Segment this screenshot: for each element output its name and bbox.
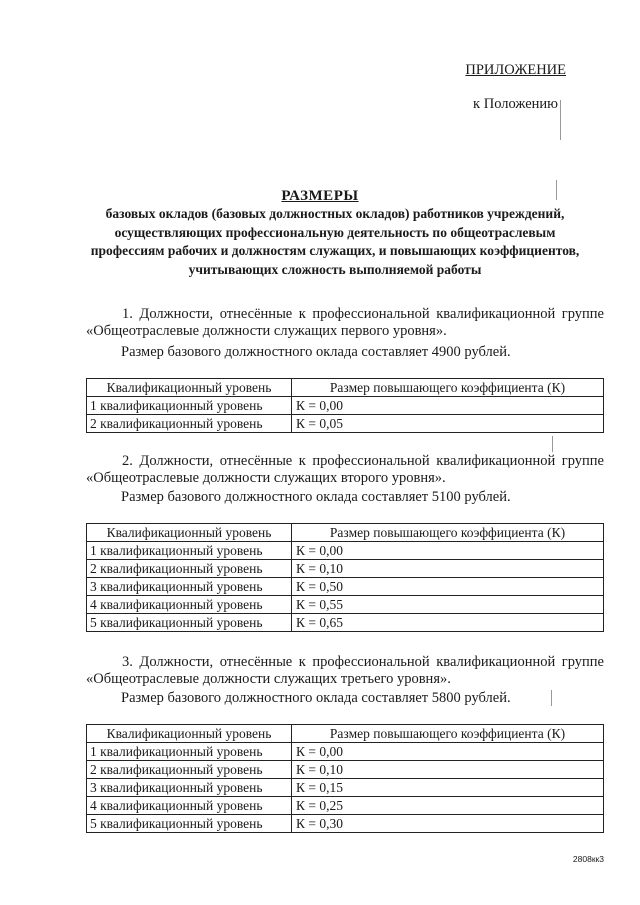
table-row	[87, 596, 604, 614]
section-2-salary: Размер базового должностного оклада составляет 5100 рублей.	[121, 489, 511, 505]
coefficient-cell: К = 0,00	[292, 397, 604, 415]
coefficient-cell: К = 0,10	[292, 761, 604, 779]
section-1-table	[86, 378, 604, 433]
level-cell: 1 квалификационный уровень	[87, 743, 292, 761]
coefficient-cell: К = 0,15	[292, 779, 604, 797]
section-3-paragraph	[86, 654, 604, 688]
coefficient-cell: К = 0,30	[292, 815, 604, 833]
table-row	[87, 761, 604, 779]
coefficient-cell: К = 0,10	[292, 560, 604, 578]
document-subtitle: базовых окладов (базовых должностных окладов) работников учреждений, осуществляющих профессиональную деятельность по общеотраслевым профессиям рабочих и должностям служащих, и повышающих коэффициентов, учитывающих сложность выполняемой работы	[90, 206, 580, 277]
document-title: РАЗМЕРЫ	[281, 188, 359, 204]
column-header-level: Квалификационный уровень	[87, 524, 292, 542]
table-row	[87, 397, 604, 415]
level-cell: 5 квалификационный уровень	[87, 815, 292, 833]
section-3-salary: Размер базового должностного оклада составляет 5800 рублей.	[121, 690, 511, 706]
table-row	[87, 743, 604, 761]
table-row	[87, 614, 604, 632]
column-header-level: Квалификационный уровень	[87, 379, 292, 397]
appendix-heading: ПРИЛОЖЕНИЕ	[465, 62, 566, 78]
level-cell: 1 квалификационный уровень	[87, 542, 292, 560]
coefficient-cell: К = 0,05	[292, 415, 604, 433]
scan-mark	[556, 180, 557, 200]
regulation-reference: к Положению	[473, 96, 558, 112]
section-3-table	[86, 724, 604, 833]
level-cell: 5 квалификационный уровень	[87, 614, 292, 632]
coefficient-cell: К = 0,25	[292, 797, 604, 815]
coefficient-cell: К = 0,00	[292, 743, 604, 761]
coefficient-cell: К = 0,55	[292, 596, 604, 614]
level-cell: 4 квалификационный уровень	[87, 596, 292, 614]
table-row	[87, 797, 604, 815]
level-cell: 2 квалификационный уровень	[87, 415, 292, 433]
level-cell: 3 квалификационный уровень	[87, 578, 292, 596]
table-header-row	[87, 379, 604, 397]
column-header-coefficient: Размер повышающего коэффициента (К)	[292, 379, 604, 397]
scan-mark	[552, 436, 553, 452]
table-row	[87, 578, 604, 596]
table-row	[87, 542, 604, 560]
level-cell: 2 квалификационный уровень	[87, 761, 292, 779]
section-1-text: 1. Должности, отнесённые к профессиональной квалификационной группе «Общеотраслевые должности служащих первого уровня».	[86, 306, 604, 339]
scan-mark	[560, 100, 561, 140]
section-2-text: 2. Должности, отнесённые к профессиональной квалификационной группе «Общеотраслевые должности служащих второго уровня».	[86, 453, 604, 486]
table-row	[87, 779, 604, 797]
coefficient-cell: К = 0,65	[292, 614, 604, 632]
section-1-paragraph	[86, 306, 604, 340]
footer-code: 2808кк3	[572, 854, 604, 864]
coefficient-cell: К = 0,50	[292, 578, 604, 596]
section-2-table	[86, 523, 604, 632]
table-header-row	[87, 524, 604, 542]
column-header-level: Квалификационный уровень	[87, 725, 292, 743]
section-2-paragraph	[86, 453, 604, 487]
column-header-coefficient: Размер повышающего коэффициента (К)	[292, 725, 604, 743]
coefficient-cell: К = 0,00	[292, 542, 604, 560]
level-cell: 4 квалификационный уровень	[87, 797, 292, 815]
column-header-coefficient: Размер повышающего коэффициента (К)	[292, 524, 604, 542]
section-1-salary: Размер базового должностного оклада составляет 4900 рублей.	[121, 344, 511, 360]
table-row	[87, 815, 604, 833]
section-3-text: 3. Должности, отнесённые к профессиональной квалификационной группе «Общеотраслевые должности служащих третьего уровня».	[86, 654, 604, 687]
table-row	[87, 415, 604, 433]
table-row	[87, 560, 604, 578]
level-cell: 1 квалификационный уровень	[87, 397, 292, 415]
table-header-row	[87, 725, 604, 743]
scan-mark	[551, 690, 552, 706]
level-cell: 2 квалификационный уровень	[87, 560, 292, 578]
level-cell: 3 квалификационный уровень	[87, 779, 292, 797]
